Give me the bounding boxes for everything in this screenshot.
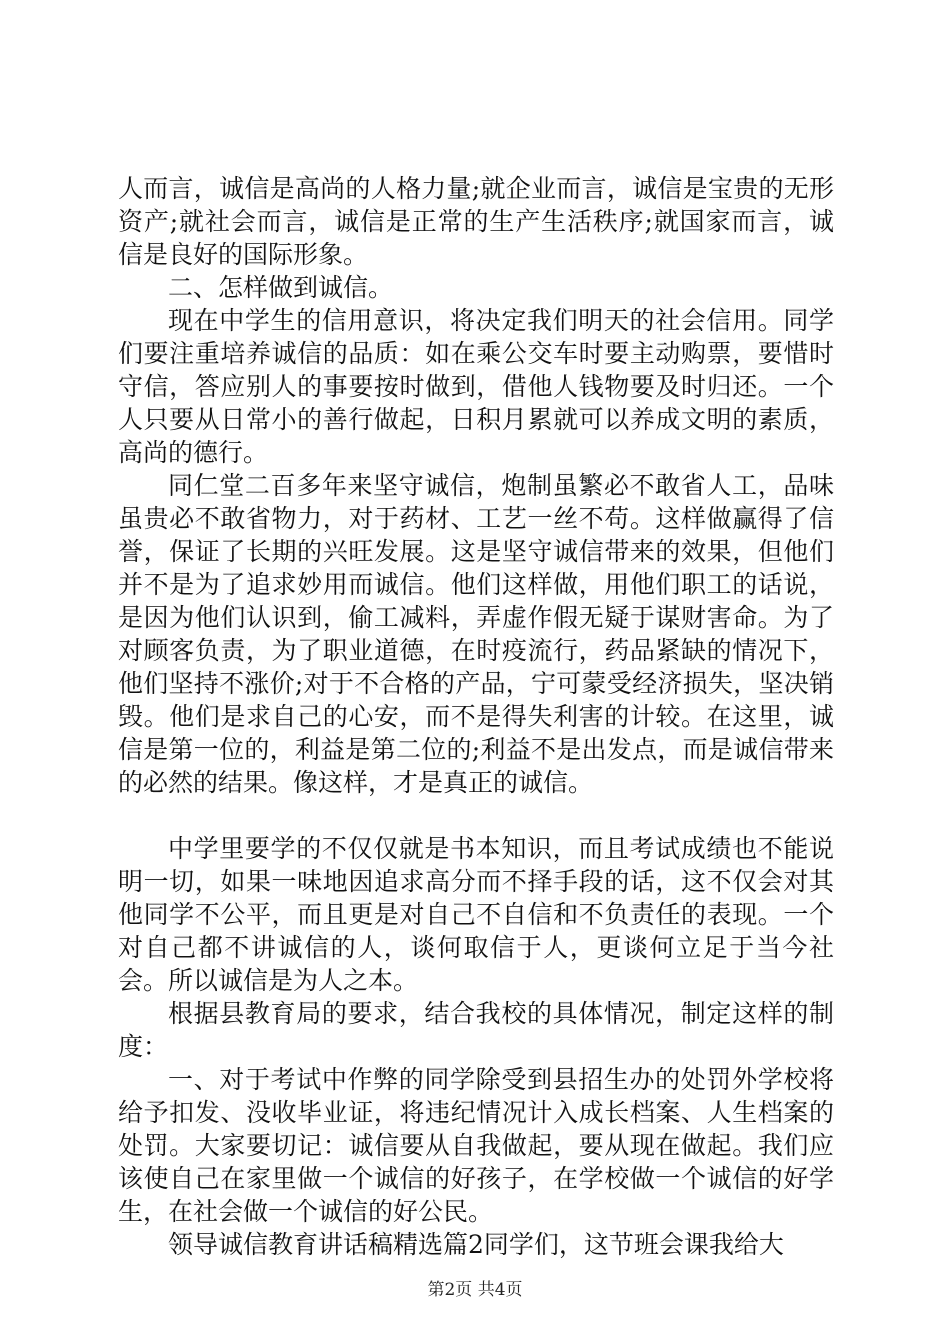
paragraph-next-speech: 领导诚信教育讲话稿精选篇2同学们，这节班会课我给大 xyxy=(168,1230,784,1259)
paragraph-spacer xyxy=(118,799,834,832)
paragraph-continuation: 人而言，诚信是高尚的人格力量;就企业而言，诚信是宝贵的无形资产;就社会而言，诚信是正常的生产生活秩序;就国家而言，诚信是良好的国际形象。 xyxy=(118,174,834,269)
paragraph-tongrentang: 同仁堂二百多年来坚守诚信，炮制虽繁必不敢省人工，品味虽贵必不敢省物力，对于药材、工艺一丝不苟。这样做赢得了信誉，保证了长期的兴旺发展。这是坚守诚信带来的效果，但他们并不是为了追求妙用而诚信。他们这样做，用他们职工的话说，是因为他们认识到，偷工减料，弄虚作假无疑于谋财害命。为了对顾客负责，为了职业道德，在时疫流行，药品紧缺的情况下，他们坚持不涨价;对于不合格的产品，宁可蒙受经济损失，坚决销毁。他们是求自己的心安，而不是得失利害的计较。在这里，诚信是第一位的，利益是第二位的;利益不是出发点，而是诚信带来的必然的结果。像这样，才是真正的诚信。 xyxy=(118,471,834,797)
section-heading-how-to-be-honest: 二、怎样做到诚信。 xyxy=(168,273,394,302)
page-footer: 第2页 共4页 xyxy=(427,1280,523,1300)
document-body xyxy=(118,172,834,1261)
paragraph-student-credit: 现在中学生的信用意识，将决定我们明天的社会信用。同学们要注重培养诚信的品质：如在乘公交车时要主动购票，要惜时守信，答应别人的事要按时做到，借他人钱物要及时归还。一个人只要从日常小的善行做起，日积月累就可以养成文明的素质，高尚的德行。 xyxy=(118,306,834,467)
paragraph-school-rules-intro: 根据县教育局的要求，结合我校的具体情况，制定这样的制度： xyxy=(118,999,834,1061)
paragraph-cheating-penalty: 一、对于考试中作弊的同学除受到县招生办的处罚外学校将给予扣发、没收毕业证，将违纪情况计入成长档案、人生档案的处罚。大家要切记：诚信要从自我做起，要从现在做起。我们应该使自己在家里做一个诚信的好孩子，在学校做一个诚信的好学生，在社会做一个诚信的好公民。 xyxy=(118,1065,834,1226)
paragraph-exam-integrity: 中学里要学的不仅仅就是书本知识，而且考试成绩也不能说明一切，如果一味地因追求高分而不择手段的话，这不仅会对其他同学不公平，而且更是对自己不自信和不负责任的表现。一个对自己都不讲诚信的人，谈何取信于人，更谈何立足于当今社会。所以诚信是为人之本。 xyxy=(118,834,834,995)
